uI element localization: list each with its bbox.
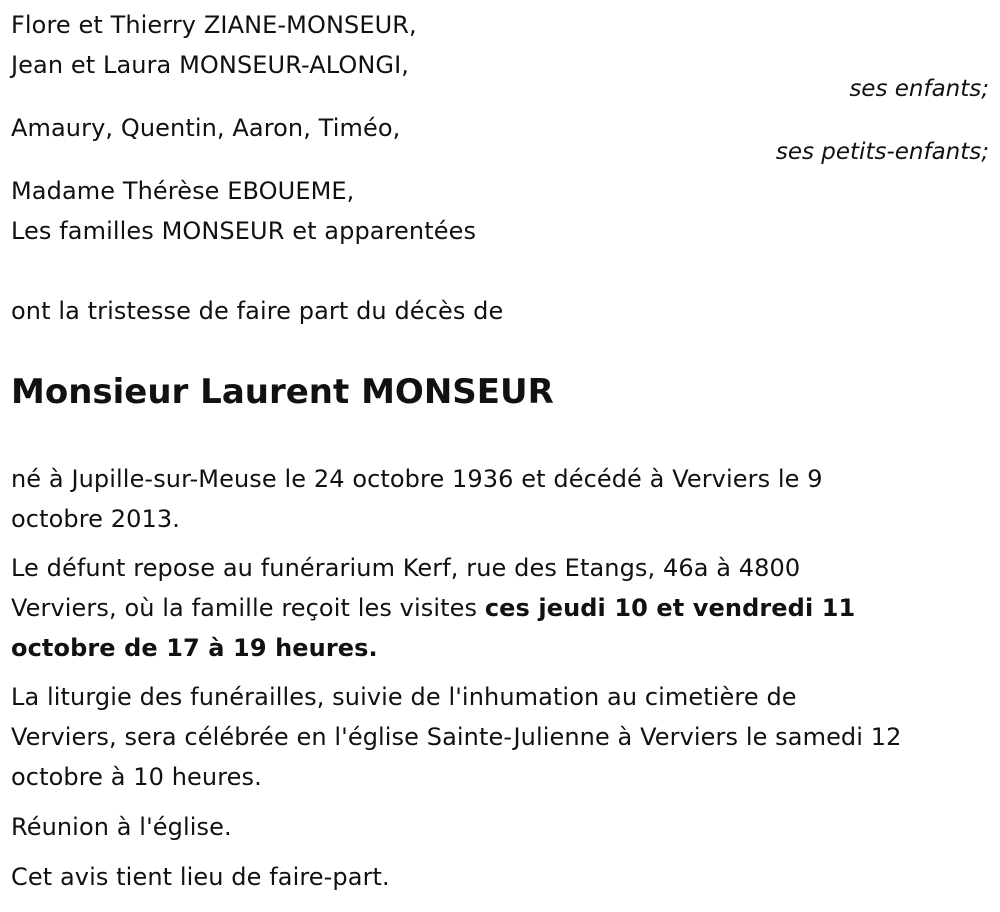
visitation-line-3: octobre de 17 à 19 heures. — [11, 634, 378, 662]
visitation-line-2 — [11, 588, 855, 628]
grandchildren-label: ses petits-enfants; — [775, 139, 989, 165]
family-children-line-2: Jean et Laura MONSEUR-ALONGI, — [11, 51, 410, 79]
closing-text: Cet avis tient lieu de faire-part. — [11, 863, 390, 891]
meeting-text: Réunion à l'église. — [11, 813, 232, 841]
announcement-text: ont la tristesse de faire part du décès de — [11, 297, 504, 325]
visitation-line-2-bold: ces jeudi 10 et vendredi 11 — [484, 594, 856, 622]
family-children-line-1: Flore et Thierry ZIANE-MONSEUR, — [11, 11, 417, 39]
deceased-name: Monsieur Laurent MONSEUR — [11, 372, 554, 412]
birth-death-line-1: né à Jupille-sur-Meuse le 24 octobre 1936 et décédé à Verviers le 9 — [11, 465, 823, 493]
birth-death-line-2: octobre 2013. — [11, 505, 180, 533]
liturgy-line-1: La liturgie des funérailles, suivie de l'inhumation au cimetière de — [11, 683, 797, 711]
others-line-1: Madame Thérèse EBOUEME, — [11, 177, 355, 205]
liturgy-line-3: octobre à 10 heures. — [11, 763, 262, 791]
children-label: ses enfants; — [849, 76, 989, 102]
others-line-2: Les familles MONSEUR et apparentées — [11, 217, 477, 245]
liturgy-line-2: Verviers, sera célébrée en l'église Sainte-Julienne à Verviers le samedi 12 — [11, 723, 902, 751]
grandchildren-line: Amaury, Quentin, Aaron, Timéo, — [11, 114, 401, 142]
visitation-line-2-text: Verviers, où la famille reçoit les visites — [11, 594, 485, 622]
visitation-line-1: Le défunt repose au funérarium Kerf, rue des Etangs, 46a à 4800 — [11, 554, 801, 582]
